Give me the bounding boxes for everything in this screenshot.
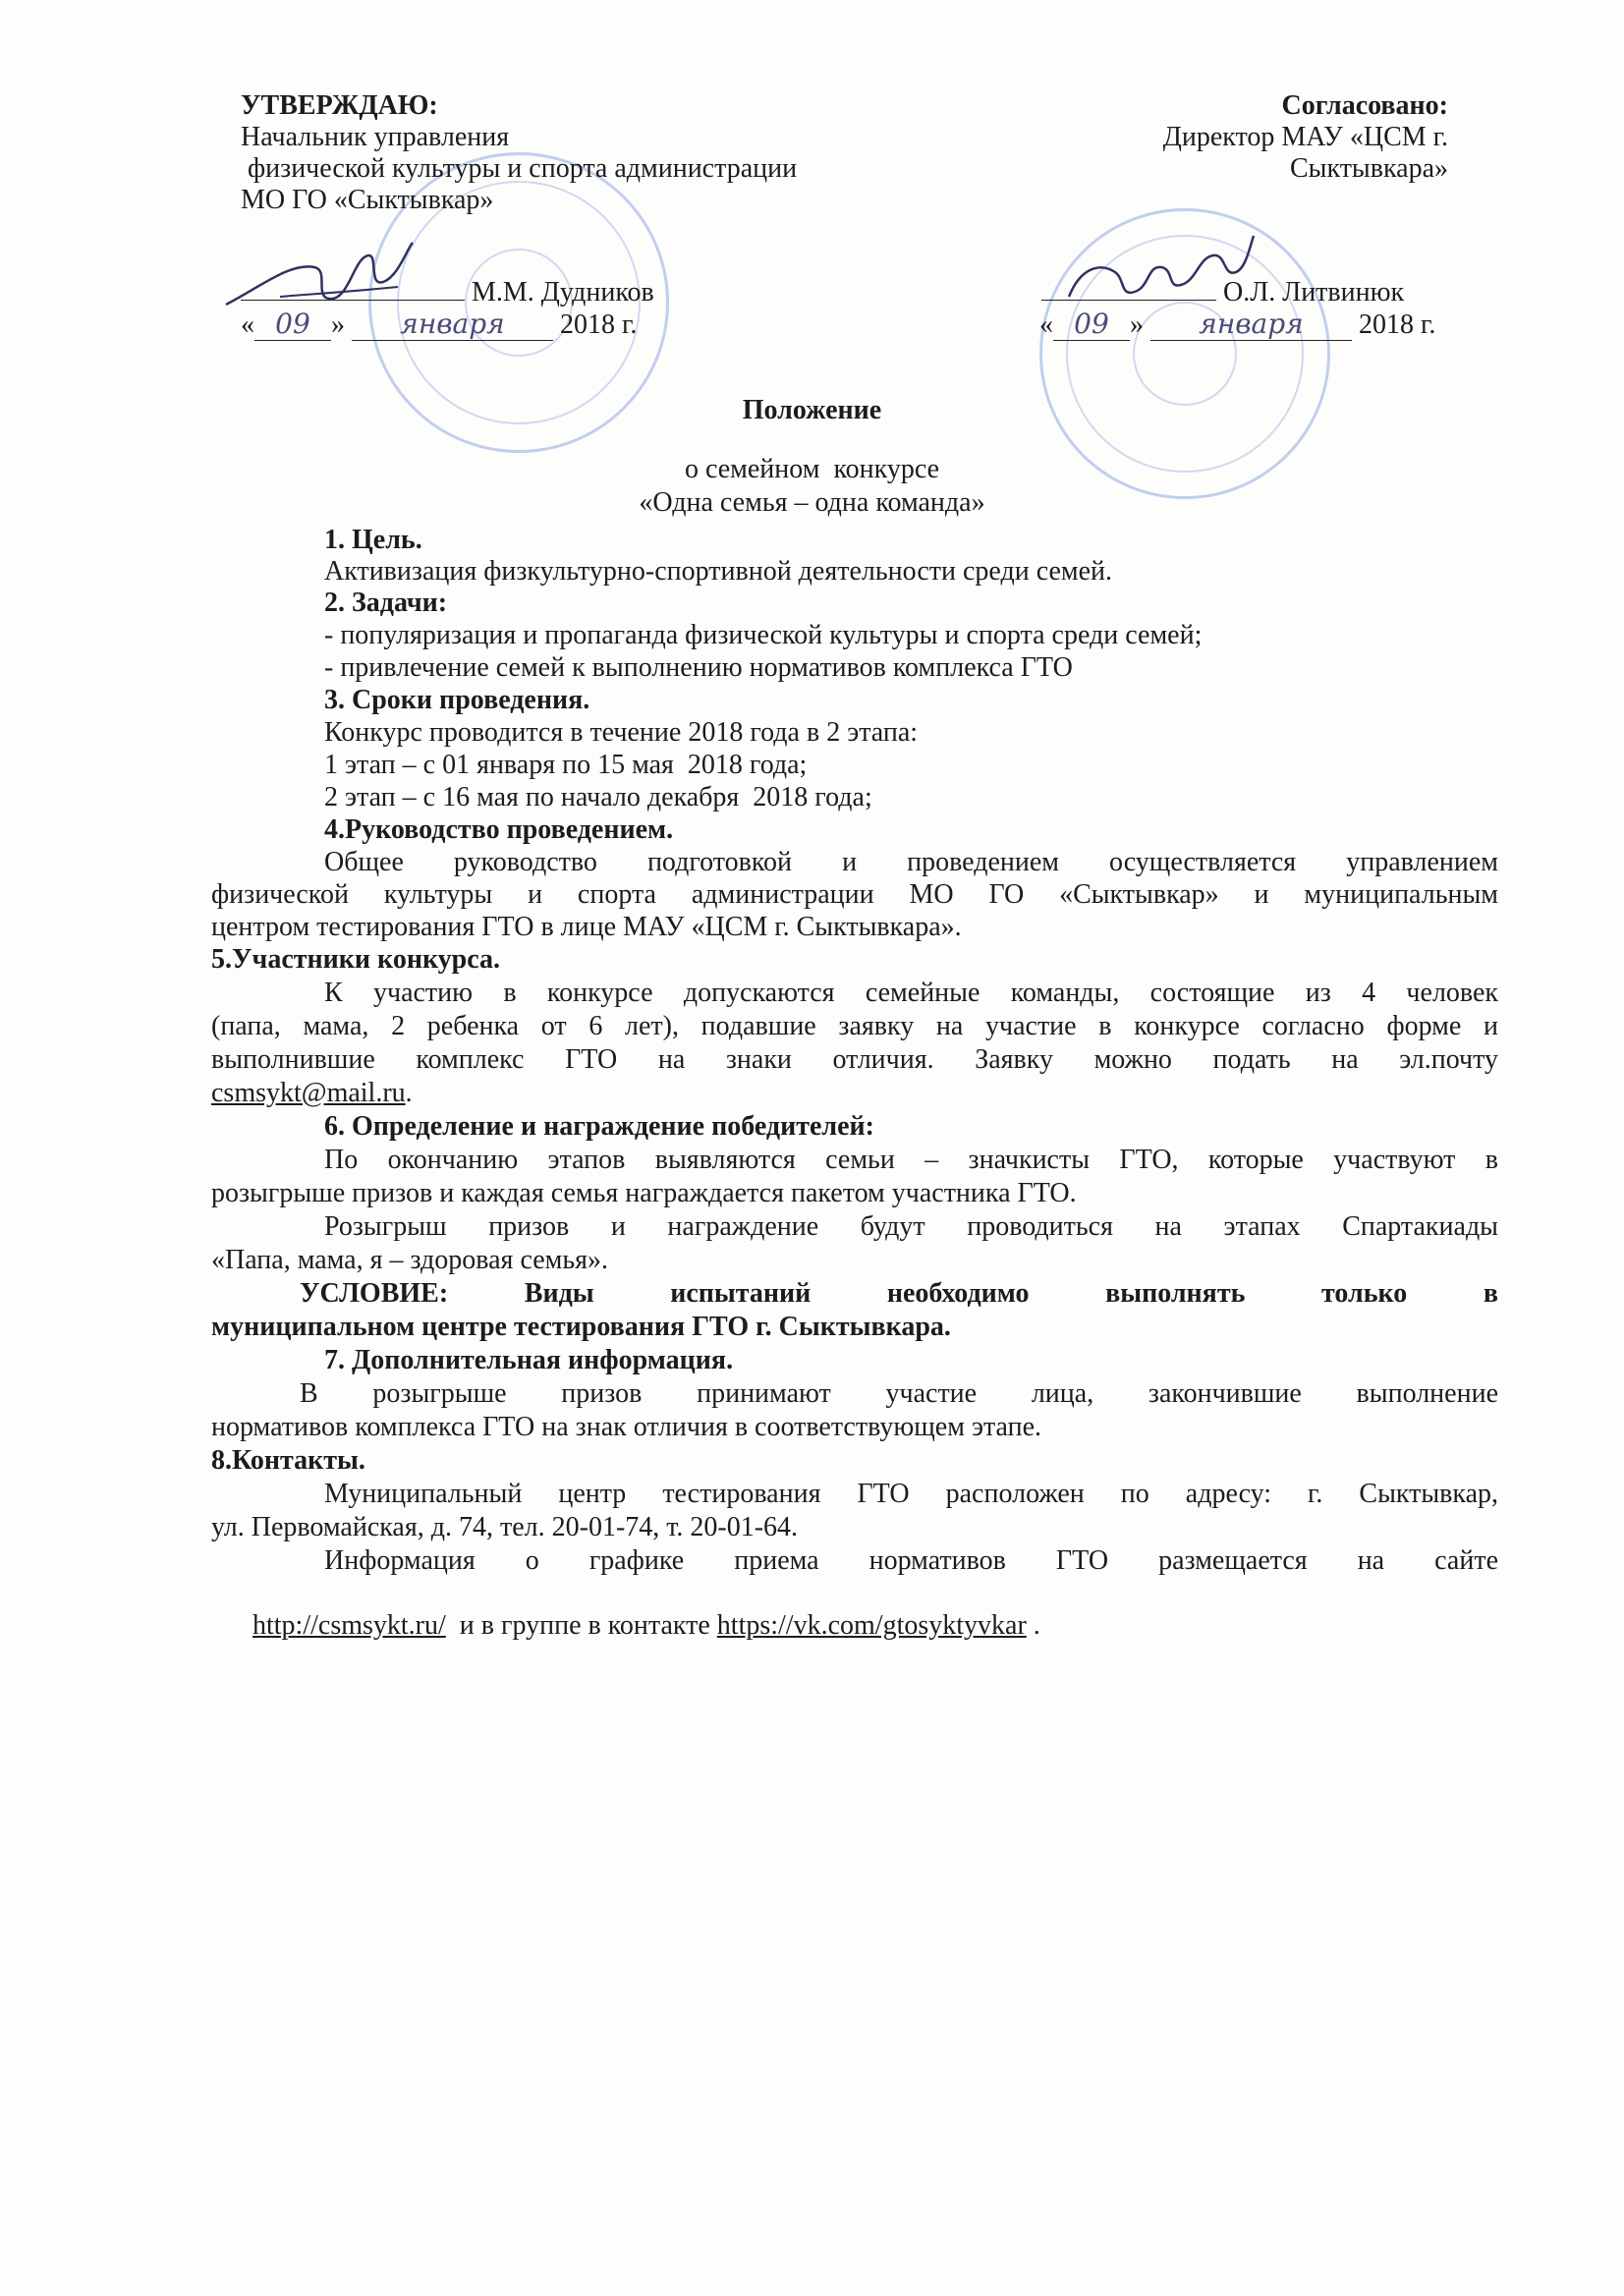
section-text: «Папа, мама, я – здоровая семья».: [211, 1245, 609, 1275]
approval-date-year: 2018 г.: [560, 309, 638, 340]
section-text: (папа, мама, 2 ребенка от 6 лет), подавшие заявку на участие в конкурсе согласно форме и: [211, 1011, 1498, 1041]
agreement-date-day: 09: [1053, 308, 1130, 341]
agreement-date-line: « 09 » января 2018 г.: [1039, 308, 1436, 340]
section-heading: 2. Задачи:: [324, 588, 448, 618]
agreement-signature-line: [1041, 277, 1404, 308]
document-body: [211, 525, 1498, 1641]
condition-text: муниципальном центре тестирования ГТО г. Сыктывкара.: [211, 1312, 951, 1342]
section-text: В розыгрыше призов принимают участие лица, закончившие выполнение: [300, 1378, 1498, 1409]
vk-link[interactable]: https://vk.com/gtosyktyvkar: [716, 1610, 1027, 1641]
agreement-line: Сыктывкара»: [1289, 153, 1448, 184]
section-text: физической культуры и спорта администрации МО ГО «Сыктывкар» и муниципальным: [211, 879, 1498, 910]
section-text: 2 этап – с 16 мая по начало декабря 2018 года;: [324, 782, 872, 812]
section-text: нормативов комплекса ГТО на знак отличия в соответствующем этапе.: [211, 1412, 1042, 1442]
section-heading: 6. Определение и награждение победителей:: [324, 1111, 874, 1142]
punctuation: .: [405, 1078, 413, 1108]
agreement-title: Согласовано:: [1281, 90, 1448, 121]
section-text: Муниципальный центр тестирования ГТО расположен по адресу: г. Сыктывкар,: [324, 1479, 1498, 1509]
approval-signer-name: М.М. Дудников: [472, 277, 654, 308]
section-text: Розыгрыш призов и награждение будут проводиться на этапах Спартакиады: [324, 1211, 1498, 1242]
punctuation: .: [1026, 1610, 1040, 1641]
agreement-line: Директор МАУ «ЦСМ г.: [1162, 122, 1448, 152]
list-item: - привлечение семей к выполнению нормативов комплекса ГТО: [324, 652, 1073, 683]
agreement-signer-name: О.Л. Литвинюк: [1223, 277, 1405, 308]
section-heading: 4.Руководство проведением.: [324, 814, 674, 845]
section-heading: 3. Сроки проведения.: [324, 685, 590, 715]
section-text: ул. Первомайская, д. 74, тел. 20-01-74, т. 20-01-64.: [211, 1512, 799, 1542]
link-separator-text: и в группе в контакте: [445, 1610, 717, 1641]
agreement-date-month: января: [1150, 308, 1352, 341]
section-text: 1 этап – с 01 января по 15 мая 2018 года;: [324, 750, 808, 780]
section-text: Конкурс проводится в течение 2018 года в 2 этапа:: [324, 717, 919, 748]
approval-signature-line: [241, 277, 654, 308]
section-text: [211, 1078, 1498, 1111]
agreement-date-year: 2018 г.: [1359, 309, 1436, 340]
section-text: выполнившие комплекс ГТО на знаки отличия. Заявку можно подать на эл.почту: [211, 1044, 1498, 1075]
section-text: По окончанию этапов выявляются семьи – значкисты ГТО, которые участвуют в: [324, 1145, 1498, 1175]
document-subtitle-name: «Одна семья – одна команда»: [639, 487, 985, 518]
approval-date-month: января: [352, 308, 553, 341]
email-link[interactable]: csmsykt@mail.ru: [211, 1078, 406, 1108]
section-text: розыгрыше призов и каждая семья награждается пакетом участника ГТО.: [211, 1178, 1077, 1208]
section-text: Информация о графике приема нормативов ГТО размещается на сайте: [324, 1545, 1498, 1576]
approval-block: [241, 90, 830, 216]
list-item: - популяризация и пропаганда физической культуры и спорта среди семей;: [324, 620, 1203, 650]
section-heading: 8.Контакты.: [211, 1445, 365, 1476]
section-heading: 5.Участники конкурса.: [211, 944, 501, 975]
section-text: Активизация физкультурно-спортивной деятельности среди семей.: [324, 556, 1113, 587]
condition-text: УСЛОВИЕ: Виды испытаний необходимо выполнять только в: [300, 1278, 1498, 1309]
section-heading: 1. Цель.: [324, 525, 422, 555]
agreement-block: [1032, 90, 1448, 185]
approval-line: МО ГО «Сыктывкар»: [241, 185, 494, 215]
approval-date-line: « 09 » января 2018 г.: [241, 308, 638, 340]
approval-title: УТВЕРЖДАЮ:: [241, 90, 438, 121]
approval-line: Начальник управления: [241, 122, 510, 152]
section-text: К участию в конкурсе допускаются семейные команды, состоящие из 4 человек: [324, 978, 1498, 1008]
approval-line: физической культуры и спорта администрации: [241, 153, 798, 184]
approval-date-day: 09: [254, 308, 331, 341]
section-heading: 7. Дополнительная информация.: [324, 1345, 734, 1375]
site-link[interactable]: http://csmsykt.ru/: [252, 1610, 446, 1641]
section-text: центром тестирования ГТО в лице МАУ «ЦСМ г. Сыктывкара».: [211, 912, 962, 942]
document-subtitle: о семейном конкурсе: [684, 454, 940, 484]
document-title: Положение: [742, 395, 882, 425]
section-text: Общее руководство подготовкой и проведением осуществляется управлением: [324, 847, 1498, 877]
section-text: [211, 1579, 1498, 1641]
